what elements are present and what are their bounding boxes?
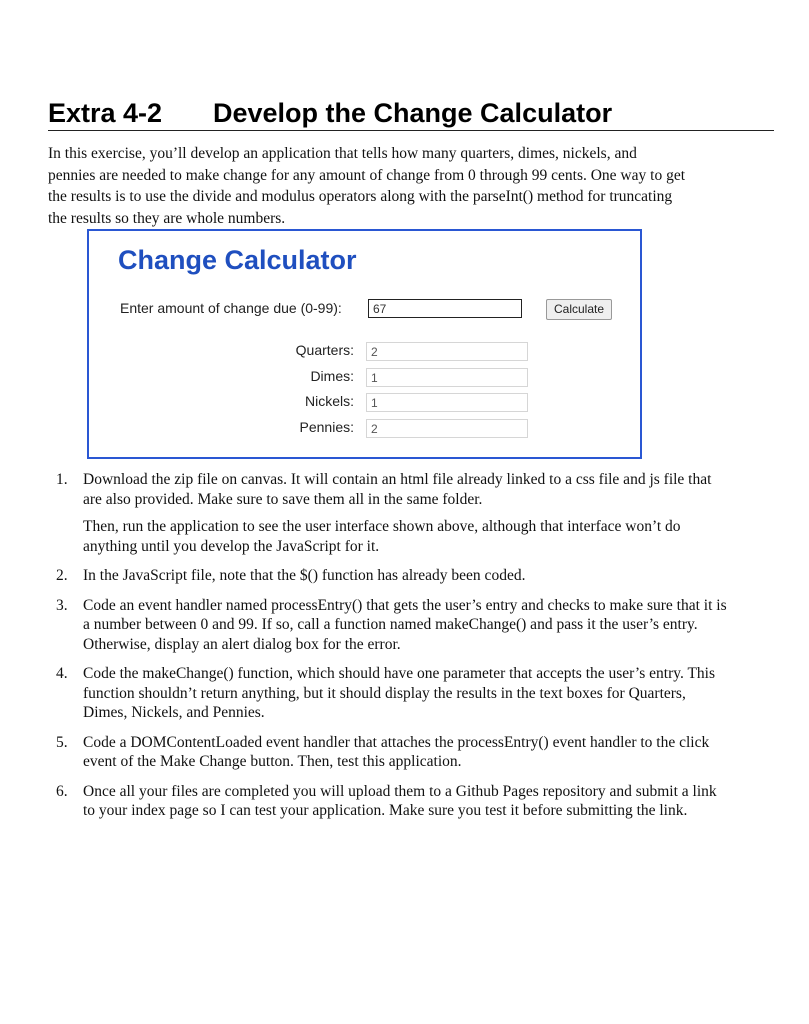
pennies-field[interactable]: 2 xyxy=(366,419,528,438)
step-number: 6. xyxy=(56,782,68,800)
quarters-label: Quarters: xyxy=(295,342,354,358)
step-text: Download the zip file on canvas. It will contain an html file already linked to a css file and js file that are also provided. Make sure to save them all in the same folder. xyxy=(83,471,712,508)
calculate-button[interactable]: Calculate xyxy=(546,299,612,320)
step-number: 3. xyxy=(56,596,68,614)
list-item xyxy=(48,470,728,509)
step-text: Code an event handler named processEntry() that gets the user’s entry and checks to make sure that it is a number between 0 and 99. If so, call a function named makeChange() and pass it the user’s entry. Otherwise, display an alert dialog box for the error. xyxy=(83,596,727,653)
quarters-field[interactable]: 2 xyxy=(366,342,528,361)
step-text: Code a DOMContentLoaded event handler that attaches the processEntry() event handler to the click event of the Make Change button. Then, test this application. xyxy=(83,733,710,770)
step-extra-text: Then, run the application to see the user interface shown above, although that interface won’t do anything until you develop the JavaScript for it. xyxy=(83,518,681,555)
step-text: Once all your files are completed you will upload them to a Github Pages repository and submit a link to your index page so I can test your application. Make sure you test it before submitting the link. xyxy=(83,782,717,819)
list-item xyxy=(48,664,728,723)
step-number: 1. xyxy=(56,471,68,488)
step-text: Code the makeChange() function, which should have one parameter that accepts the user’s entry. This function shouldn’t return anything, but it should display the results in the text boxes for Quarters, Dimes, Nickels, and Pennies. xyxy=(83,665,715,721)
dimes-label: Dimes: xyxy=(310,368,354,384)
step-number: 5. xyxy=(56,733,68,751)
page-heading xyxy=(48,96,774,131)
list-item xyxy=(48,733,728,772)
nickels-label: Nickels: xyxy=(304,393,354,409)
nickels-field[interactable]: 1 xyxy=(366,393,528,412)
list-item xyxy=(48,566,728,586)
step-text: In the JavaScript file, note that the $() function has already been coded. xyxy=(83,567,526,584)
list-item xyxy=(48,596,728,655)
step-number: 4. xyxy=(56,665,68,682)
list-item xyxy=(48,782,728,821)
amount-input[interactable]: 67 xyxy=(368,299,522,318)
dimes-field[interactable]: 1 xyxy=(366,368,528,387)
page-title: Develop the Change Calculator xyxy=(213,98,613,128)
intro-paragraph: In this exercise, you’ll develop an application that tells how many quarters, dimes, nickels, and pennies are needed to make change for any amount of change from 0 through 99 cents. One way to get the results is to use the divide and modulus operators along with the parseInt() method for truncating the results so they are whole numbers. xyxy=(48,145,685,227)
pennies-label: Pennies: xyxy=(299,419,354,435)
step-number: 2. xyxy=(56,567,68,584)
steps-list xyxy=(48,470,728,831)
heading-number: Extra 4-2 xyxy=(48,98,163,128)
amount-label: Enter amount of change due (0-99): xyxy=(120,300,342,316)
change-calculator-screenshot xyxy=(87,229,642,459)
app-title: Change Calculator xyxy=(118,245,357,275)
